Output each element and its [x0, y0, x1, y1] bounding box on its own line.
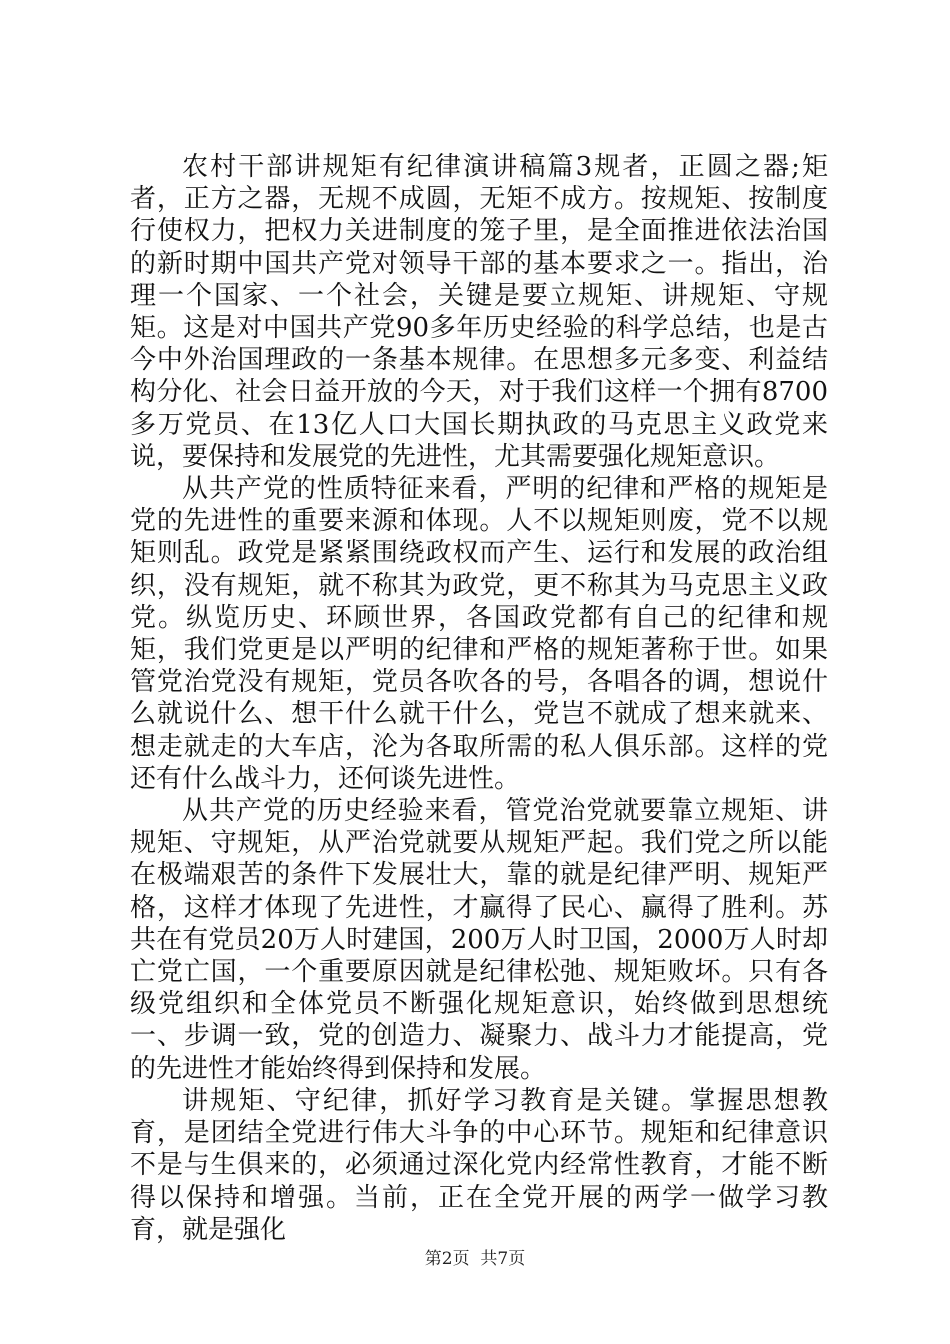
paragraph-4: 讲规矩、守纪律，抓好学习教育是关键。掌握思想教育，是团结全党进行伟大斗争的中心环节。规矩和纪律意识不是与生俱来的，必须通过深化党内经常性教育，才能不断得以保持和增强。当前，正在全党开展的两学一做学习教育，就是强化 [130, 1085, 828, 1245]
document-body [130, 151, 828, 1246]
paragraph-2: 从共产党的性质特征来看，严明的纪律和严格的规矩是党的先进性的重要来源和体现。人不以规矩则废，党不以规矩则乱。政党是紧紧围绕政权而产生、运行和发展的政治组织，没有规矩，就不称其为政党，更不称其为马克思主义政党。纵览历史、环顾世界，各国政党都有自己的纪律和规矩，我们党更是以严明的纪律和严格的规矩著称于世。如果管党治党没有规矩，党员各吹各的号，各唱各的调，想说什么就说什么、想干什么就干什么，党岂不就成了想来就来、想走就走的大车店，沦为各取所需的私人俱乐部。这样的党还有什么战斗力，还何谈先进性。 [130, 474, 828, 794]
paragraph-1: 农村干部讲规矩有纪律演讲稿篇3规者，正圆之器;矩者，正方之器，无规不成圆，无矩不成方。按规矩、按制度行使权力，把权力关进制度的笼子里，是全面推进依法治国的新时期中国共产党对领导干部的基本要求之一。指出，治理一个国家、一个社会，关键是要立规矩、讲规矩、守规矩。这是对中国共产党90多年历史经验的科学总结，也是古今中外治国理政的一条基本规律。在思想多元多变、利益结构分化、社会日益开放的今天，对于我们这样一个拥有8700多万党员、在13亿人口大国长期执政的马克思主义政党来说，要保持和发展党的先进性，尤其需要强化规矩意识。 [130, 152, 828, 472]
paragraph-3: 从共产党的历史经验来看，管党治党就要靠立规矩、讲规矩、守规矩，从严治党就要从规矩严起。我们党之所以能在极端艰苦的条件下发展壮大，靠的就是纪律严明、规矩严格，这样才体现了先进性，才赢得了民心、赢得了胜利。苏共在有党员20万人时建国，200万人时卫国，2000万人时却亡党亡国，一个重要原因就是纪律松弛、规矩败坏。只有各级党组织和全体党员不断强化规矩意识，始终做到思想统一、步调一致，党的创造力、凝聚力、战斗力才能提高，党的先进性才能始终得到保持和发展。 [130, 796, 828, 1084]
page-number-footer: 第2页 共7页 [424, 1249, 526, 1269]
